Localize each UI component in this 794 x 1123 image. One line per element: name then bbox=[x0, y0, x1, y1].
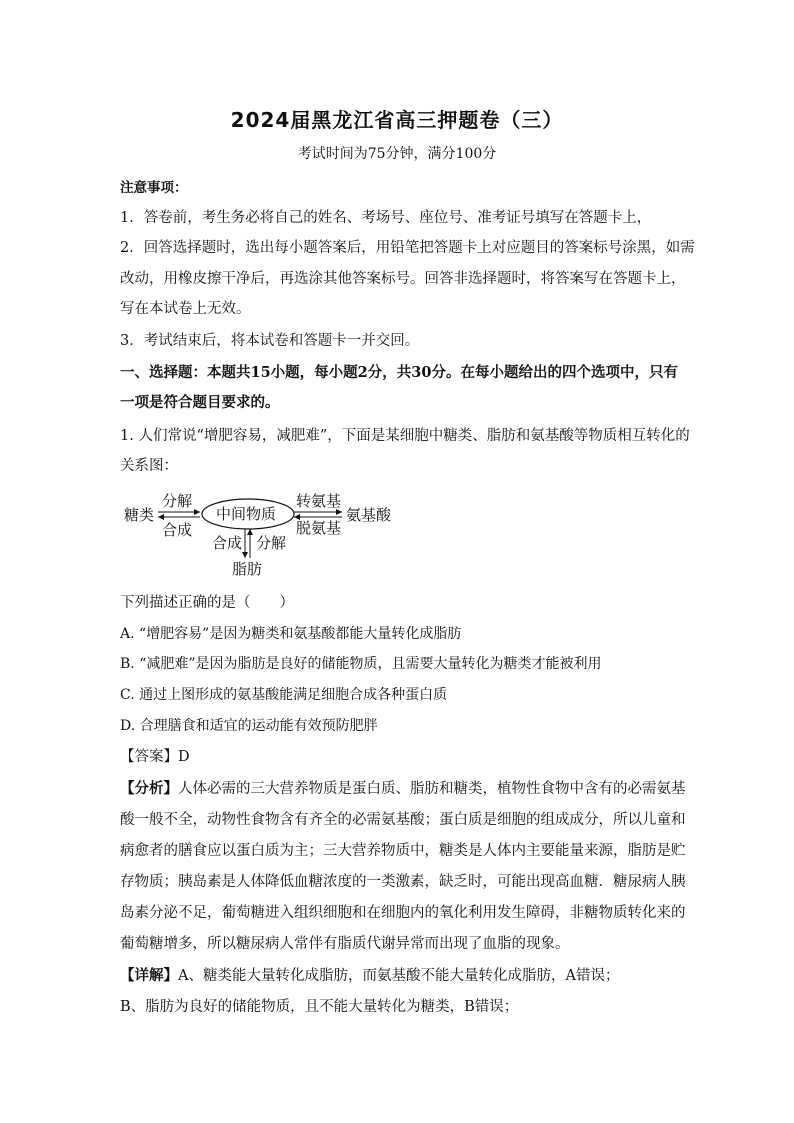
notice-line: 2．回答选择题时，选出每小题答案后，用铅笔把答题卡上对应题目的答案标号涂黑，如需 bbox=[120, 240, 695, 256]
notice-line: 3．考试结束后，将本试卷和答题卡一并交回。 bbox=[120, 333, 420, 349]
detail-text: A、糖类能大量转化成脂肪，而氨基酸不能大量转化成脂肪，A错误； bbox=[178, 968, 620, 984]
diagram-label-right-bottom: 脱氨基 bbox=[296, 519, 342, 537]
question-text: 1. 人们常说“增肥容易，减肥难”，下面是某细胞中糖类、脂肪和氨基酸等物质相互转化的 bbox=[120, 428, 690, 444]
diagram-node-fat: 脂肪 bbox=[232, 560, 263, 578]
analysis-text: 人体必需的三大营养物质是蛋白质、脂肪和糖类，植物性食物中含有的必需氨基 bbox=[178, 781, 686, 797]
diagram-label-bottom-left: 合成 bbox=[212, 534, 243, 552]
option-d: D. 合理膳食和适宜的运动能有效预防肥胖 bbox=[120, 718, 378, 734]
diagram-label-bottom-right: 分解 bbox=[256, 534, 287, 552]
arrowhead-down-icon bbox=[242, 552, 248, 558]
question-text: 关系图： bbox=[120, 458, 178, 474]
answer-line: 【答案】D bbox=[120, 749, 190, 765]
diagram-node-sugar: 糖类 bbox=[124, 506, 155, 524]
option-b: B. “减肥难”是因为脂肪是良好的储能物质，且需要大量转化为糖类才能被利用 bbox=[120, 656, 602, 672]
conversion-diagram bbox=[120, 488, 420, 580]
analysis-line: 存物质；胰岛素是人体降低血糖浓度的一类激素，缺乏时，可能出现高血糖．糖尿病人胰 bbox=[120, 874, 686, 890]
notice-line: 写在本试卷上无效。 bbox=[120, 301, 251, 317]
diagram-node-amino-acid: 氨基酸 bbox=[346, 506, 392, 524]
option-a: A. “增肥容易”是因为糖类和氨基酸都能大量转化成脂肪 bbox=[120, 626, 462, 642]
page-subtitle: 考试时间为75分钟，满分100分 bbox=[297, 146, 497, 162]
diagram-label-right-top: 转氨基 bbox=[296, 492, 342, 510]
section-heading: 一项是符合题目要求的。 bbox=[120, 394, 280, 411]
analysis-line: 葡萄糖增多，所以糖尿病人常伴有脂质代谢异常而出现了血脂的现象。 bbox=[120, 936, 570, 952]
arrowhead-left-icon bbox=[158, 514, 164, 520]
detail-line bbox=[120, 966, 680, 986]
notice-heading: 注意事项： bbox=[120, 180, 188, 196]
section-heading: 一、选择题：本题共15小题，每小题2分，共30分。在每小题给出的四个选项中，只有 bbox=[120, 364, 678, 381]
detail-line: B、脂肪为良好的储能物质，且不能大量转化为糖类，B错误； bbox=[120, 999, 519, 1015]
diagram-label-left-top: 分解 bbox=[162, 492, 193, 510]
notice-line: 改动，用橡皮擦干净后，再选涂其他答案标号。回答非选择题时，将答案写在答题卡上， bbox=[120, 271, 686, 287]
page-title: 2024届黑龙江省高三押题卷（三） bbox=[230, 108, 564, 132]
notice-line: 1．答卷前，考生务必将自己的姓名、考场号、座位号、准考证号填写在答题卡上， bbox=[120, 210, 652, 226]
analysis-label: 【分析】 bbox=[120, 780, 178, 797]
arrowhead-up-icon bbox=[247, 529, 253, 535]
option-c: C. 通过上图形成的氨基酸能满足细胞合成各种蛋白质 bbox=[120, 687, 448, 703]
diagram-label-left-bottom: 合成 bbox=[162, 521, 193, 539]
diagram-node-middle: 中间物质 bbox=[216, 505, 277, 523]
arrowhead-right-icon bbox=[194, 509, 200, 515]
analysis-line: 病愈者的膳食应以蛋白质为主；三大营养物质中，糖类是人体内主要能量来源，脂肪是贮 bbox=[120, 843, 686, 859]
analysis-line bbox=[120, 779, 686, 799]
analysis-line: 岛素分泌不足，葡萄糖进入组织细胞和在细胞内的氧化利用发生障碍，非糖物质转化来的 bbox=[120, 905, 686, 921]
question-prompt: 下列描述正确的是（ ） bbox=[120, 595, 294, 611]
detail-label: 【详解】 bbox=[120, 967, 178, 984]
analysis-line: 酸一般不全，动物性食物含有齐全的必需氨基酸；蛋白质是细胞的组成成分，所以儿童和 bbox=[120, 812, 686, 828]
